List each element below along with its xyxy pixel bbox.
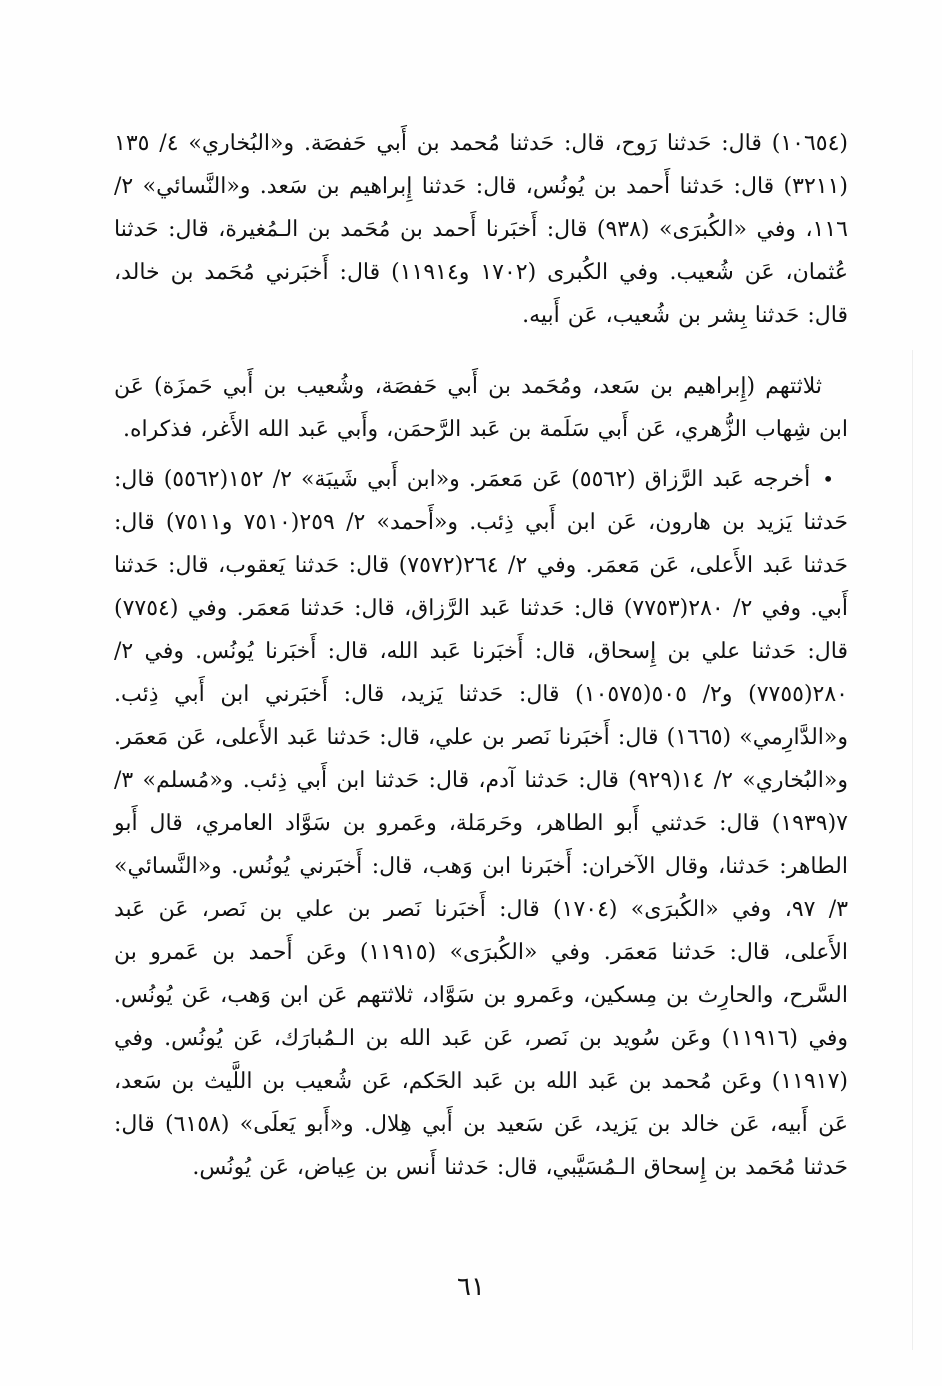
paragraph-takhrij — [114, 458, 848, 1189]
paragraph-citations: (١٠٦٥٤) قال: حَدثنا رَوح، قال: حَدثنا مُحمد بن أَبي حَفصَة. و«البُخاري» ٤/ ١٣٥ (٣٢١١) قال: حَدثنا أَحمد بن يُونُس، قال: حَدثنا إِبراهيم بن سَعد. و«النَّسائي» ٢/ ١١٦، وفي «الكُبرَى» (٩٣٨) قال: أَخبَرنا أَحمد بن مُحَمد بن الـمُغيرة، قال: حَدثنا عُثمان، عَن شُعيب. وفي الكُبرى (١٧٠٢ و١١٩١٤) قال: أَخبَرني مُحَمد بن خالد، قال: حَدثنا بِشر بن شُعيب، عَن أَبيه. — [114, 131, 848, 328]
page-number: ٦١ — [457, 1272, 485, 1302]
takhrij-text: أخرجه عَبد الرَّزاق (٥٥٦٢) عَن مَعمَر. و«ابن أَبي شَيبَة» ٢/ ١٥٢(٥٥٦٢) قال: حَدثنا يَزيد بن هارون، عَن ابن أَبي ذِئب. و«أَحمد» ٢/ ٢٥٩(٧٥١٠ و٧٥١١) قال: حَدثنا عَبد الأَعلى، عَن مَعمَر. وفي ٢/ ٢٦٤(٧٥٧٢) قال: حَدثنا يَعقوب، قال: حَدثنا أَبي. وفي ٢/ ٢٨٠(٧٧٥٣) قال: حَدثنا عَبد الرَّزاق، قال: حَدثنا مَعمَر. وفي (٧٧٥٤) قال: حَدثنا علي بن إِسحاق، قال: أَخبَرنا عَبد الله، قال: أَخبَرنا يُونُس. وفي ٢/ ٢٨٠(٧٧٥٥) و٢/ ٥٠٥(١٠٥٧٥) قال: حَدثنا يَزيد، قال: أَخبَرني ابن أَبي ذِئب. و«الدَّارِمي» (١٦٦٥) قال: أَخبَرنا نَصر بن علي، قال: حَدثنا عَبد الأَعلى، عَن مَعمَر. و«البُخاري» ٢/ ١٤(٩٢٩) قال: حَدثنا آدم، قال: حَدثنا ابن أَبي ذِئب. و«مُسلم» ٣/ ٧(١٩٣٩) قال: حَدثني أَبو الطاهر، وحَرمَلة، وعَمرو بن سَوَّاد العامري، قال أَبو الطاهر: حَدثنا، وقال الآخران: أَخبَرنا ابن وَهب، قال: أَخبَرني يُونُس. و«النَّسائي» ٣/ ٩٧، وفي «الكُبرَى» (١٧٠٤) قال: أَخبَرنا نَصر بن علي بن نَصر، عَن عَبد الأَعلى، قال: حَدثنا مَعمَر. وفي «الكُبرَى» (١١٩١٥) وعَن أَحمد بن عَمرو بن السَّرح، والحارِث بن مِسكين، وعَمرو بن سَوَّاد، ثلاثتهم عَن ابن وَهب، عَن يُونُس. وفي (١١٩١٦) وعَن سُويد بن نَصر، عَن عَبد الله بن الـمُبارَك، عَن يُونُس. وفي (١١٩١٧) وعَن مُحمد بن عَبد الله بن عَبد الحَكم، عَن شُعيب بن اللَّيث بن سَعد، عَن أَبيه، عَن خالد بن يَزيد، عَن سَعيد بن أَبي هِلال. و«أَبو يَعلَى» (٦١٥٨) قال: حَدثنا مُحَمد بن إِسحاق الـمُسَيَّبي، قال: حَدثنا أَنس بن عِياض، عَن يُونُس. — [114, 467, 849, 1180]
paragraph-narrators: ثلاثتهم (إِبراهيم بن سَعد، ومُحَمد بن أَبي حَفصَة، وشُعيب بن أَبي حَمزَة) عَن ابن شِهاب الزُّهري، عَن أَبي سَلَمة بن عَبد الرَّحمَن، وأَبي عَبد الله الأَغر، فذكراه. — [114, 374, 848, 442]
page-edge-divider — [912, 350, 913, 1350]
bullet-icon: • — [822, 467, 834, 491]
